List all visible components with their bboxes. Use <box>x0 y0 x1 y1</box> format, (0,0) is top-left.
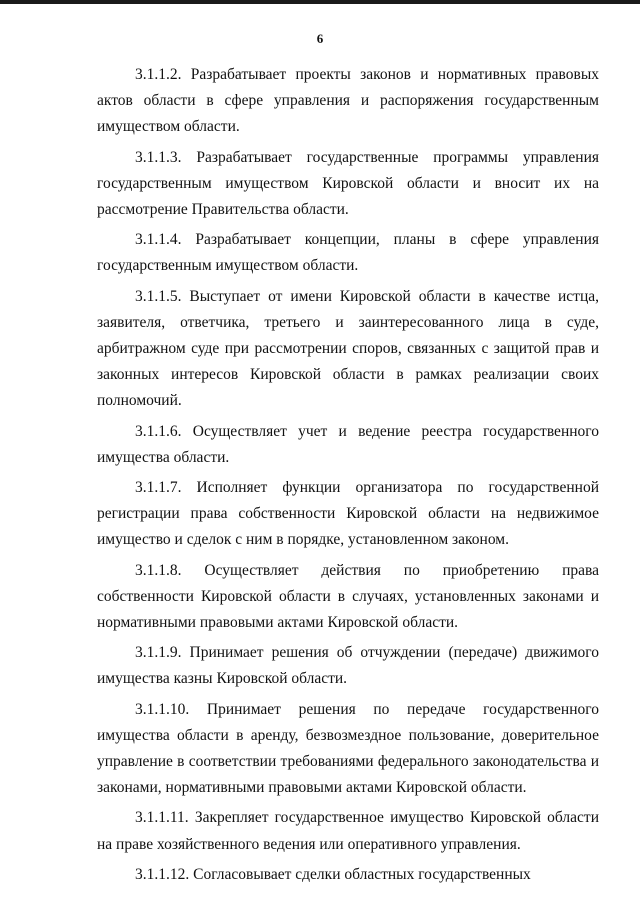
paragraph-3-1-1-4: 3.1.1.4. Разрабатывает концепции, планы в сфере управления государственным имуществом области. <box>97 231 599 275</box>
page-number: 6 <box>316 31 324 46</box>
paragraph-3-1-1-12: 3.1.1.12. Согласовывает сделки областных государственных <box>135 865 531 883</box>
paragraph-3-1-1-10: 3.1.1.10. Принимает решения по передаче государственного имущества области в аренду, безвозмездное пользование, доверительное управление в соответствии требованиями федерального законодательства и законами, нормативными правовыми актами Кировской области. <box>97 700 599 797</box>
paragraph-3-1-1-6: 3.1.1.6. Осуществляет учет и ведение реестра государственного имущества области. <box>97 422 599 466</box>
paragraph-3-1-1-7: 3.1.1.7. Исполняет функции организатора по государственной регистрации права собственности Кировской области на недвижимое имущество и сделок с ним в порядке, установленном законом. <box>97 479 599 549</box>
paragraph-3-1-1-2: 3.1.1.2. Разрабатывает проекты законов и нормативных правовых актов области в сфере управления и распоряжения государственным имуществом области. <box>97 66 599 136</box>
paragraph-3-1-1-9: 3.1.1.9. Принимает решения об отчуждении (передаче) движимого имущества казны Кировской области. <box>97 644 599 688</box>
paragraph-3-1-1-8: 3.1.1.8. Осуществляет действия по приобретению права собственности Кировской области в случаях, установленных законами и нормативными правовыми актами Кировской области. <box>97 561 599 632</box>
document-body <box>97 62 599 892</box>
paragraph-3-1-1-11: 3.1.1.11. Закрепляет государственное имущество Кировской области на праве хозяйственного ведения или оперативного управления. <box>97 809 599 853</box>
paragraph-3-1-1-3: 3.1.1.3. Разрабатывает государственные программы управления государственным имуществом Кировской области и вносит их на рассмотрение Правительства области. <box>97 148 599 219</box>
top-edge-rule <box>0 0 640 4</box>
paragraph-3-1-1-5: 3.1.1.5. Выступает от имени Кировской области в качестве истца, заявителя, ответчика, третьего и заинтересованного лица в суде, арбитражном суде при рассмотрении споров, связанных с защитой прав и законных интересов Кировской области в рамках реализации своих полномочий. <box>97 287 599 410</box>
